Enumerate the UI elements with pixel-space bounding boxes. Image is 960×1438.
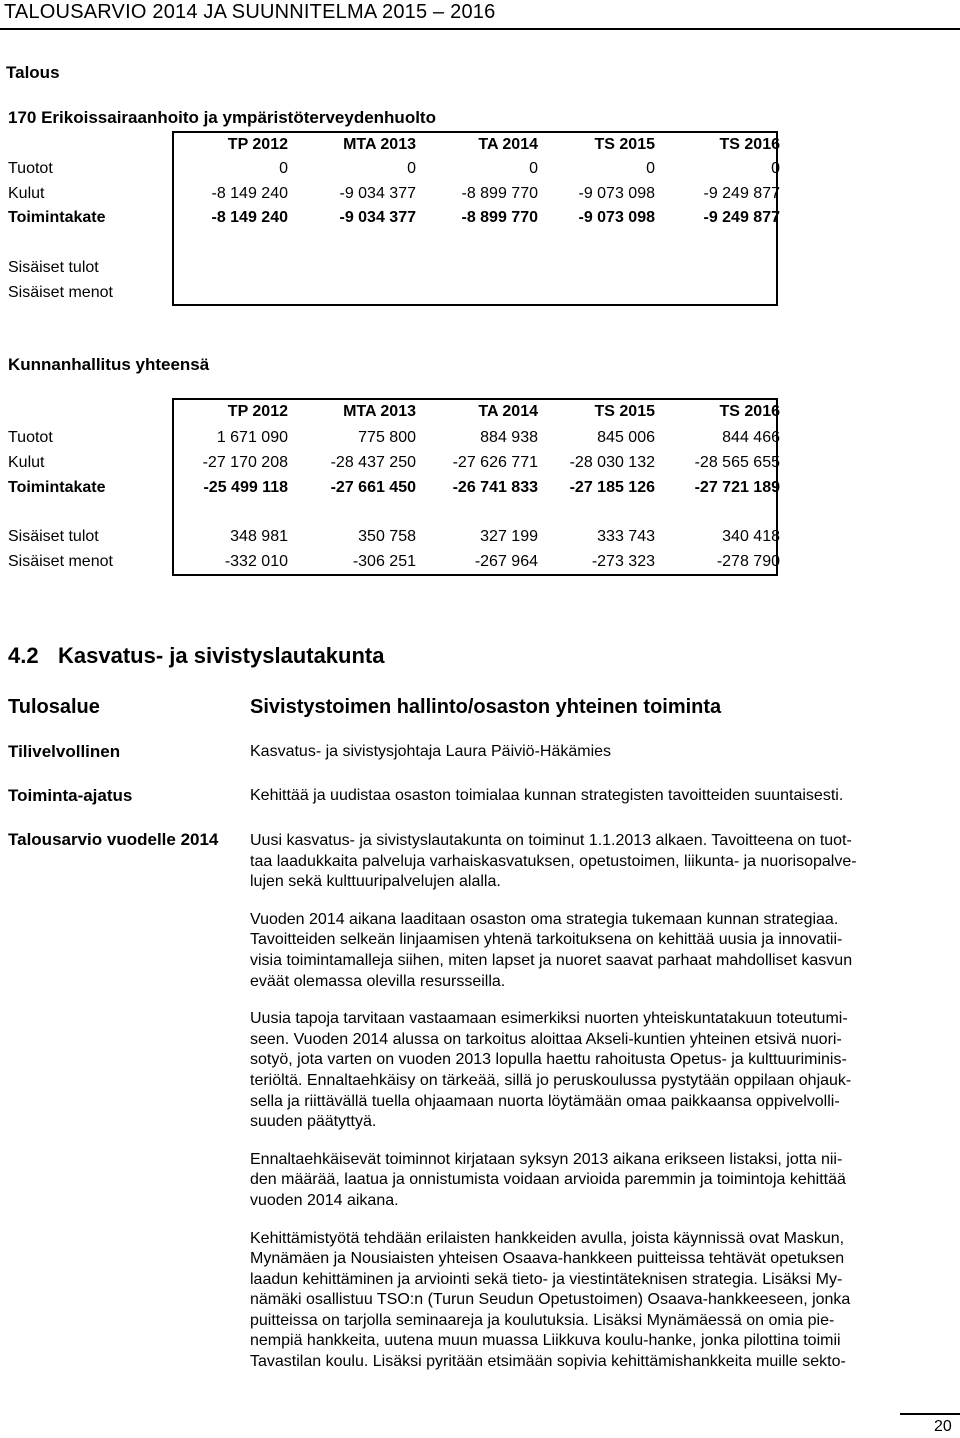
row-label: Toimintakate: [8, 479, 106, 496]
text-line: Mynämäen ja Nousiaisten yhteisen Osaava-hankkeen puitteissa tehtävät opetuksen: [250, 1250, 845, 1268]
field-label-toiminta-ajatus: Toiminta-ajatus: [8, 786, 133, 805]
table-cell: 844 466: [722, 429, 780, 446]
table-cell: 1 671 090: [216, 429, 288, 446]
table-cell: 348 981: [230, 528, 288, 545]
text-line: lujen sekä kulttuuripalvelujen alalla.: [250, 873, 501, 891]
table-cell: -9 034 377: [339, 209, 416, 226]
table-cell: -27 721 189: [694, 479, 780, 496]
paragraph: [250, 1009, 955, 1133]
field-value-tilivelvollinen: Kasvatus- ja sivistysjohtaja Laura Päiviö-Häkämies: [250, 743, 612, 760]
header-title: TALOUSARVIO 2014 JA SUUNNITELMA 2015 – 2016: [4, 1, 496, 23]
table-cell: -9 073 098: [578, 185, 655, 202]
paragraph: [250, 1150, 955, 1212]
table2-header-row: [8, 403, 778, 425]
text-line: visia toimintamalleja siihen, miten lapset ja nuoret saavat parhaat mahdolliset kasvun: [250, 951, 853, 969]
table-cell: 0: [407, 160, 416, 177]
table-cell: 350 758: [358, 528, 416, 545]
paragraph: [250, 831, 955, 893]
page-header: [0, 0, 960, 38]
table1-col-header: MTA 2013: [343, 136, 416, 153]
section-heading: [8, 643, 384, 669]
text-line: sella ja riittävällä tuella ohjaamaan nuorta löytämään omaa paikkaansa oppivelvolli-: [250, 1092, 840, 1110]
table-cell: -28 565 655: [694, 454, 780, 471]
table-row: [8, 259, 778, 281]
table1-col-header: TA 2014: [478, 136, 538, 153]
table-cell: -273 323: [591, 553, 655, 570]
text-line: Tavastilan koulu. Lisäksi pyritään etsimään sopivia kehittämishankkeita muille sekto-: [250, 1353, 846, 1371]
text-line: nämäki osallistuu TSO:n (Turun Seudun Opetustoimen) Osaava-hankkeeseen, jonka: [250, 1291, 851, 1309]
row-label: Tuotot: [8, 160, 53, 177]
table-cell: 340 418: [722, 528, 780, 545]
text-line: Ennaltaehkäisevät toiminnot kirjataan syksyn 2013 aikana erikseen listaksi, jotta nii-: [250, 1150, 843, 1168]
row-label: Toimintakate: [8, 209, 106, 226]
table-cell: -8 149 240: [211, 185, 288, 202]
table-cell: -9 249 877: [703, 209, 780, 226]
header-rule: [0, 28, 960, 30]
text-line: Tavoitteiden selkeän linjaamisen yhtenä tarkoituksena on kehittää uusia ja innovatii-: [250, 931, 843, 949]
table-cell: -26 741 833: [452, 479, 538, 496]
text-line: Uusia tapoja tarvitaan vastaamaan esimerkiksi nuorten yhteiskuntatakuun toteutumi-: [250, 1010, 848, 1028]
text-line: nempiä hankkeita, uutena muun muassa Liikkuva koulu-hanke, jonka pilottina toimii: [250, 1332, 841, 1350]
table-cell: -9 073 098: [578, 209, 655, 226]
table-cell: -8 899 770: [461, 209, 538, 226]
paragraph: [250, 910, 955, 992]
text-line: teriöltä. Ennaltaehkäisy on tärkeää, sillä jo peruskoulussa pystytään oppilaan ohjauk-: [250, 1071, 852, 1089]
field-value-tulosalue: Sivistystoimen hallinto/osaston yhteinen toiminta: [250, 696, 722, 718]
table-row: [8, 528, 778, 550]
table1-col-header: TS 2015: [594, 136, 655, 153]
table-cell: -267 964: [474, 553, 538, 570]
table-row: [8, 553, 778, 575]
table-cell: 0: [279, 160, 288, 177]
table-cell: 845 006: [597, 429, 655, 446]
table-cell: 0: [529, 160, 538, 177]
text-line: seen. Vuoden 2014 alussa on tarkoitus aloittaa Akseli-kuntien yhteinen etsivä nuori-: [250, 1030, 842, 1048]
table-cell: 884 938: [480, 429, 538, 446]
table-cell: -8 149 240: [211, 209, 288, 226]
paragraph: [250, 1229, 955, 1373]
table-row: [8, 209, 778, 231]
table-cell: -27 626 771: [452, 454, 538, 471]
table2-col-header: TP 2012: [227, 403, 288, 420]
page-number: 20: [934, 1418, 952, 1435]
table-row: [8, 284, 778, 306]
text-line: vuoden 2014 aikana.: [250, 1191, 399, 1209]
table-cell: -27 661 450: [330, 479, 416, 496]
table-cell: -9 249 877: [703, 185, 780, 202]
text-line: Uusi kasvatus- ja sivistyslautakunta on toiminut 1.1.2013 alkaen. Tavoitteena on tuot-: [250, 832, 852, 849]
section-title: Kasvatus- ja sivistyslautakunta: [58, 643, 385, 668]
table2-title: Kunnanhallitus yhteensä: [8, 355, 210, 374]
table-cell: -25 499 118: [203, 479, 288, 496]
table1-col-header: TP 2012: [227, 136, 288, 153]
text-line: eväät olemassa olevilla resursseilla.: [250, 972, 506, 990]
table-cell: 333 743: [597, 528, 655, 545]
text-line: sotyö, jota varten on vuoden 2013 lopulla haettu rahoitusta Opetus- ja kulttuuriminis-: [250, 1051, 847, 1069]
table2-col-header: TS 2015: [594, 403, 655, 420]
table-cell: 327 199: [480, 528, 538, 545]
field-label-talousarvio: Talousarvio vuodelle 2014: [8, 830, 219, 849]
text-line: den määrää, laatua ja onnistumista voidaan arvioida paremmin ja toimintoja kehittää: [250, 1171, 846, 1189]
section-number: 4.2: [8, 643, 39, 668]
table-cell: -28 437 250: [330, 454, 416, 471]
row-label: Sisäiset tulot: [8, 528, 99, 545]
table-row: [8, 454, 778, 476]
table-cell: -332 010: [224, 553, 288, 570]
table-row: [8, 185, 778, 207]
table-cell: -8 899 770: [461, 185, 538, 202]
table-cell: -27 185 126: [569, 479, 655, 496]
table-cell: -9 034 377: [339, 185, 416, 202]
row-label: Tuotot: [8, 429, 53, 446]
table-row: [8, 429, 778, 451]
row-label: Sisäiset tulot: [8, 259, 99, 276]
row-label: Sisäiset menot: [8, 553, 113, 570]
table-row: [8, 479, 778, 501]
field-label-tilivelvollinen: Tilivelvollinen: [8, 742, 121, 761]
table2-col-header: TA 2014: [478, 403, 538, 420]
table1-col-header: TS 2016: [719, 136, 780, 153]
table-cell: -28 030 132: [569, 454, 655, 471]
text-line: suuden päätyttyä.: [250, 1113, 377, 1131]
footer-rule: [900, 1413, 960, 1415]
table-cell: -306 251: [352, 553, 416, 570]
text-line: puitteissa on tarjolla seminaareja ja koulutuksia. Lisäksi Mynämäessä on omia pie-: [250, 1311, 835, 1329]
text-line: Kehittämistyötä tehdään erilaisten hankkeiden avulla, joista käynnissä ovat Maskun,: [250, 1229, 845, 1247]
field-value-toiminta-ajatus: Kehittää ja uudistaa osaston toimialaa kunnan strategisten tavoitteiden suuntaisesti.: [250, 787, 844, 804]
row-label: Kulut: [8, 185, 45, 202]
text-line: taa laadukkaita palveluja varhaiskasvatuksen, opetustoimen, liikunta- ja nuorisopalve-: [250, 852, 857, 870]
text-line: Vuoden 2014 aikana laaditaan osaston oma strategia tukemaan kunnan strategiaa.: [250, 910, 839, 928]
table-row: [8, 160, 778, 182]
table1-header-row: [8, 136, 778, 158]
table-cell: 0: [771, 160, 780, 177]
text-line: laadun kehittäminen ja arviointi sekä tieto- ja viestintäteknisen strategia. Lisäksi My-: [250, 1270, 843, 1288]
field-label-tulosalue: Tulosalue: [8, 696, 100, 718]
table-cell: 0: [646, 160, 655, 177]
table2-col-header: MTA 2013: [343, 403, 416, 420]
table-cell: -278 790: [716, 553, 780, 570]
body-text: [250, 831, 955, 1390]
table2-col-header: TS 2016: [719, 403, 780, 420]
table-cell: -27 170 208: [202, 454, 288, 471]
row-label: Sisäiset menot: [8, 284, 113, 301]
section-talous: Talous: [6, 63, 60, 82]
table-cell: 775 800: [358, 429, 416, 446]
table1-title: 170 Erikoissairaanhoito ja ympäristöterveydenhuolto: [8, 108, 436, 127]
row-label: Kulut: [8, 454, 45, 471]
